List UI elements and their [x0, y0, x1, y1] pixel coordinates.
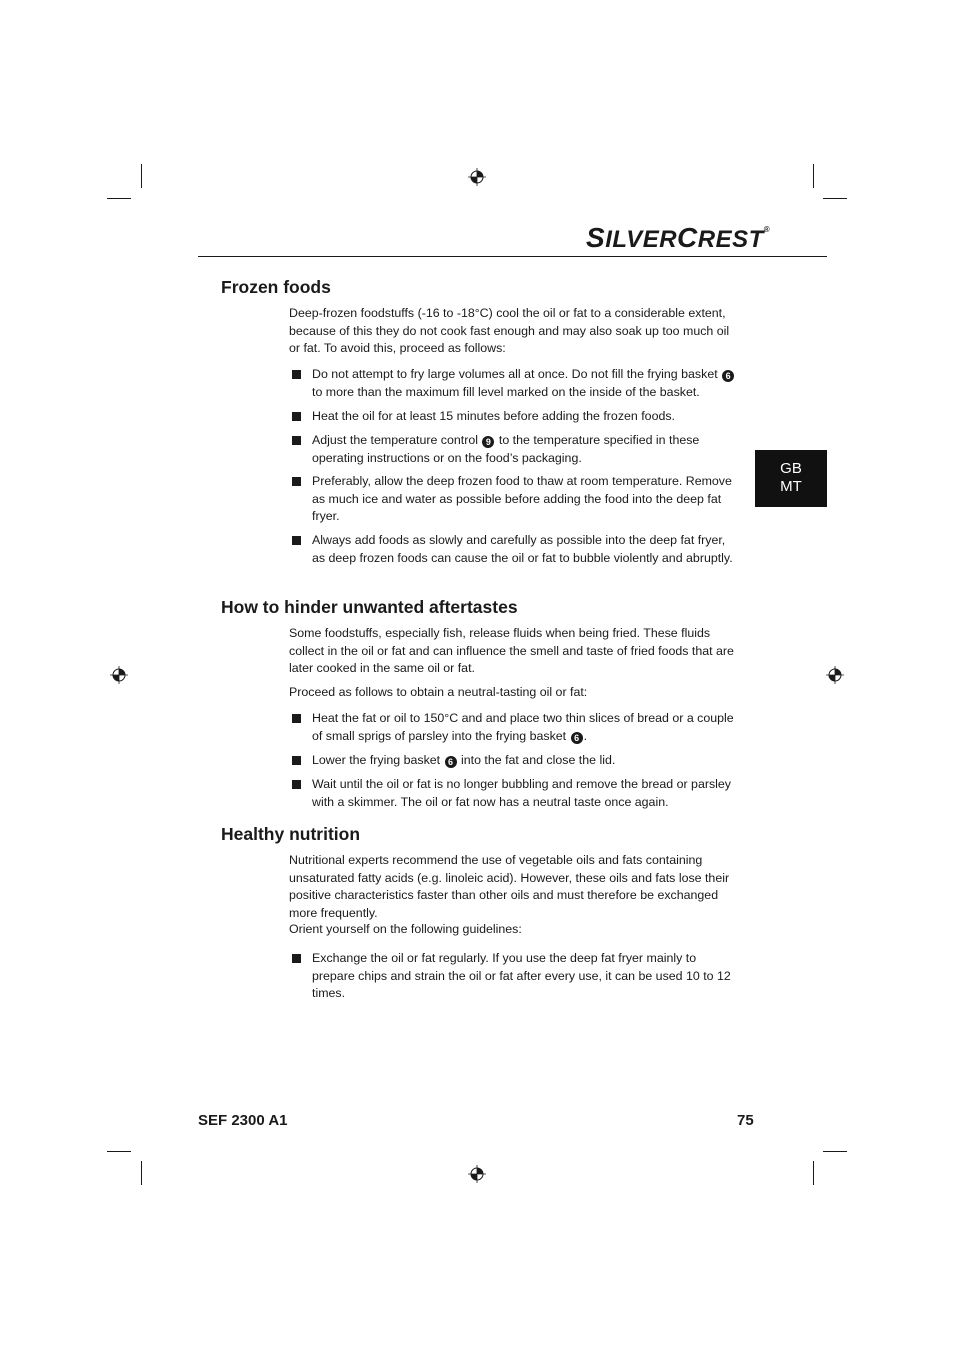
language-code: GB	[780, 460, 802, 477]
bullet-square-icon	[292, 536, 301, 545]
bullet-square-icon	[292, 954, 301, 963]
list-item: Lower the frying basket 6 into the fat and close the lid.	[292, 752, 737, 770]
header-rule	[198, 256, 827, 257]
crop-mark	[813, 1161, 814, 1185]
language-code: MT	[780, 478, 802, 495]
bullet-square-icon	[292, 436, 301, 445]
frozen-intro: Deep-frozen foodstuffs (-16 to -18°C) cool the oil or fat to a considerable extent, because of this they do not cook fast enough and may also soak up too much oil or fat. To avoid this, proceed as follows:	[289, 306, 730, 355]
section-title-healthy-nutrition: Healthy nutrition	[221, 824, 361, 844]
list-item: Always add foods as slowly and carefully as possible into the deep fat fryer, as deep frozen foods can cause the oil or fat to bubble violently and abruptly.	[292, 532, 737, 567]
crop-mark	[107, 198, 131, 199]
registration-mark-icon	[826, 666, 844, 684]
list-item: Heat the oil for at least 15 minutes before adding the frozen foods.	[292, 408, 737, 426]
crop-mark	[813, 164, 814, 188]
bullet-square-icon	[292, 756, 301, 765]
list-item: Preferably, allow the deep frozen food to thaw at room temperature. Remove as much ice and water as possible before adding the food into the deep fat fryer.	[292, 473, 737, 526]
list-item: Adjust the temperature control 9 to the temperature specified in these operating instructions or on the food’s packaging.	[292, 432, 737, 467]
aftertaste-intro: Some foodstuffs, especially fish, release fluids when being fried. These fluids collect in the oil or fat and can influence the smell and taste of fried foods that are later cooked in the same oil or fat.	[289, 626, 734, 675]
part-number-badge: 6	[445, 756, 457, 768]
crop-mark	[107, 1151, 131, 1152]
bullet-square-icon	[292, 412, 301, 421]
bullet-square-icon	[292, 780, 301, 789]
list-item: Do not attempt to fry large volumes all at once. Do not fill the frying basket 6 to more than the maximum fill level marked on the inside of the basket.	[292, 366, 737, 401]
list-item: Heat the fat or oil to 150°C and and place two thin slices of bread or a couple of small sprigs of parsley into the frying basket 6 .	[292, 710, 737, 745]
language-tab	[755, 450, 827, 507]
registration-mark-icon	[468, 1165, 486, 1183]
crop-mark	[823, 1151, 847, 1152]
model-number: SEF 2300 A1	[198, 1112, 288, 1129]
section-title-aftertastes: How to hinder unwanted aftertastes	[221, 597, 518, 617]
nutrition-intro: Nutritional experts recommend the use of vegetable oils and fats containing unsaturated fatty acids (e.g. linoleic acid). However, these oils and fats lose their positive characteristics faster than other oils and must therefore be exchanged more frequently.	[289, 853, 730, 920]
registration-mark-icon	[110, 666, 128, 684]
part-number-badge: 6	[722, 370, 734, 382]
crop-mark	[141, 164, 142, 188]
bullet-square-icon	[292, 370, 301, 379]
list-item: Exchange the oil or fat regularly. If you use the deep fat fryer mainly to prepare chips and strain the oil or fat after every use, it can be used 10 to 12 times.	[292, 950, 737, 1003]
crop-mark	[823, 198, 847, 199]
bullet-square-icon	[292, 714, 301, 723]
part-number-badge: 6	[571, 732, 583, 744]
list-item: Wait until the oil or fat is no longer bubbling and remove the bread or parsley with a skimmer. The oil or fat now has a neutral taste once again.	[292, 776, 737, 811]
part-number-badge: 9	[482, 436, 494, 448]
section-title-frozen-foods: Frozen foods	[221, 277, 331, 297]
brand-logo: SILVERCREST®	[586, 222, 771, 253]
crop-mark	[141, 1161, 142, 1185]
bullet-square-icon	[292, 477, 301, 486]
nutrition-lead: Orient yourself on the following guidelines:	[289, 922, 522, 936]
registration-mark-icon	[468, 168, 486, 186]
aftertaste-lead: Proceed as follows to obtain a neutral-tasting oil or fat:	[289, 685, 588, 699]
page-number: 75	[737, 1112, 754, 1129]
